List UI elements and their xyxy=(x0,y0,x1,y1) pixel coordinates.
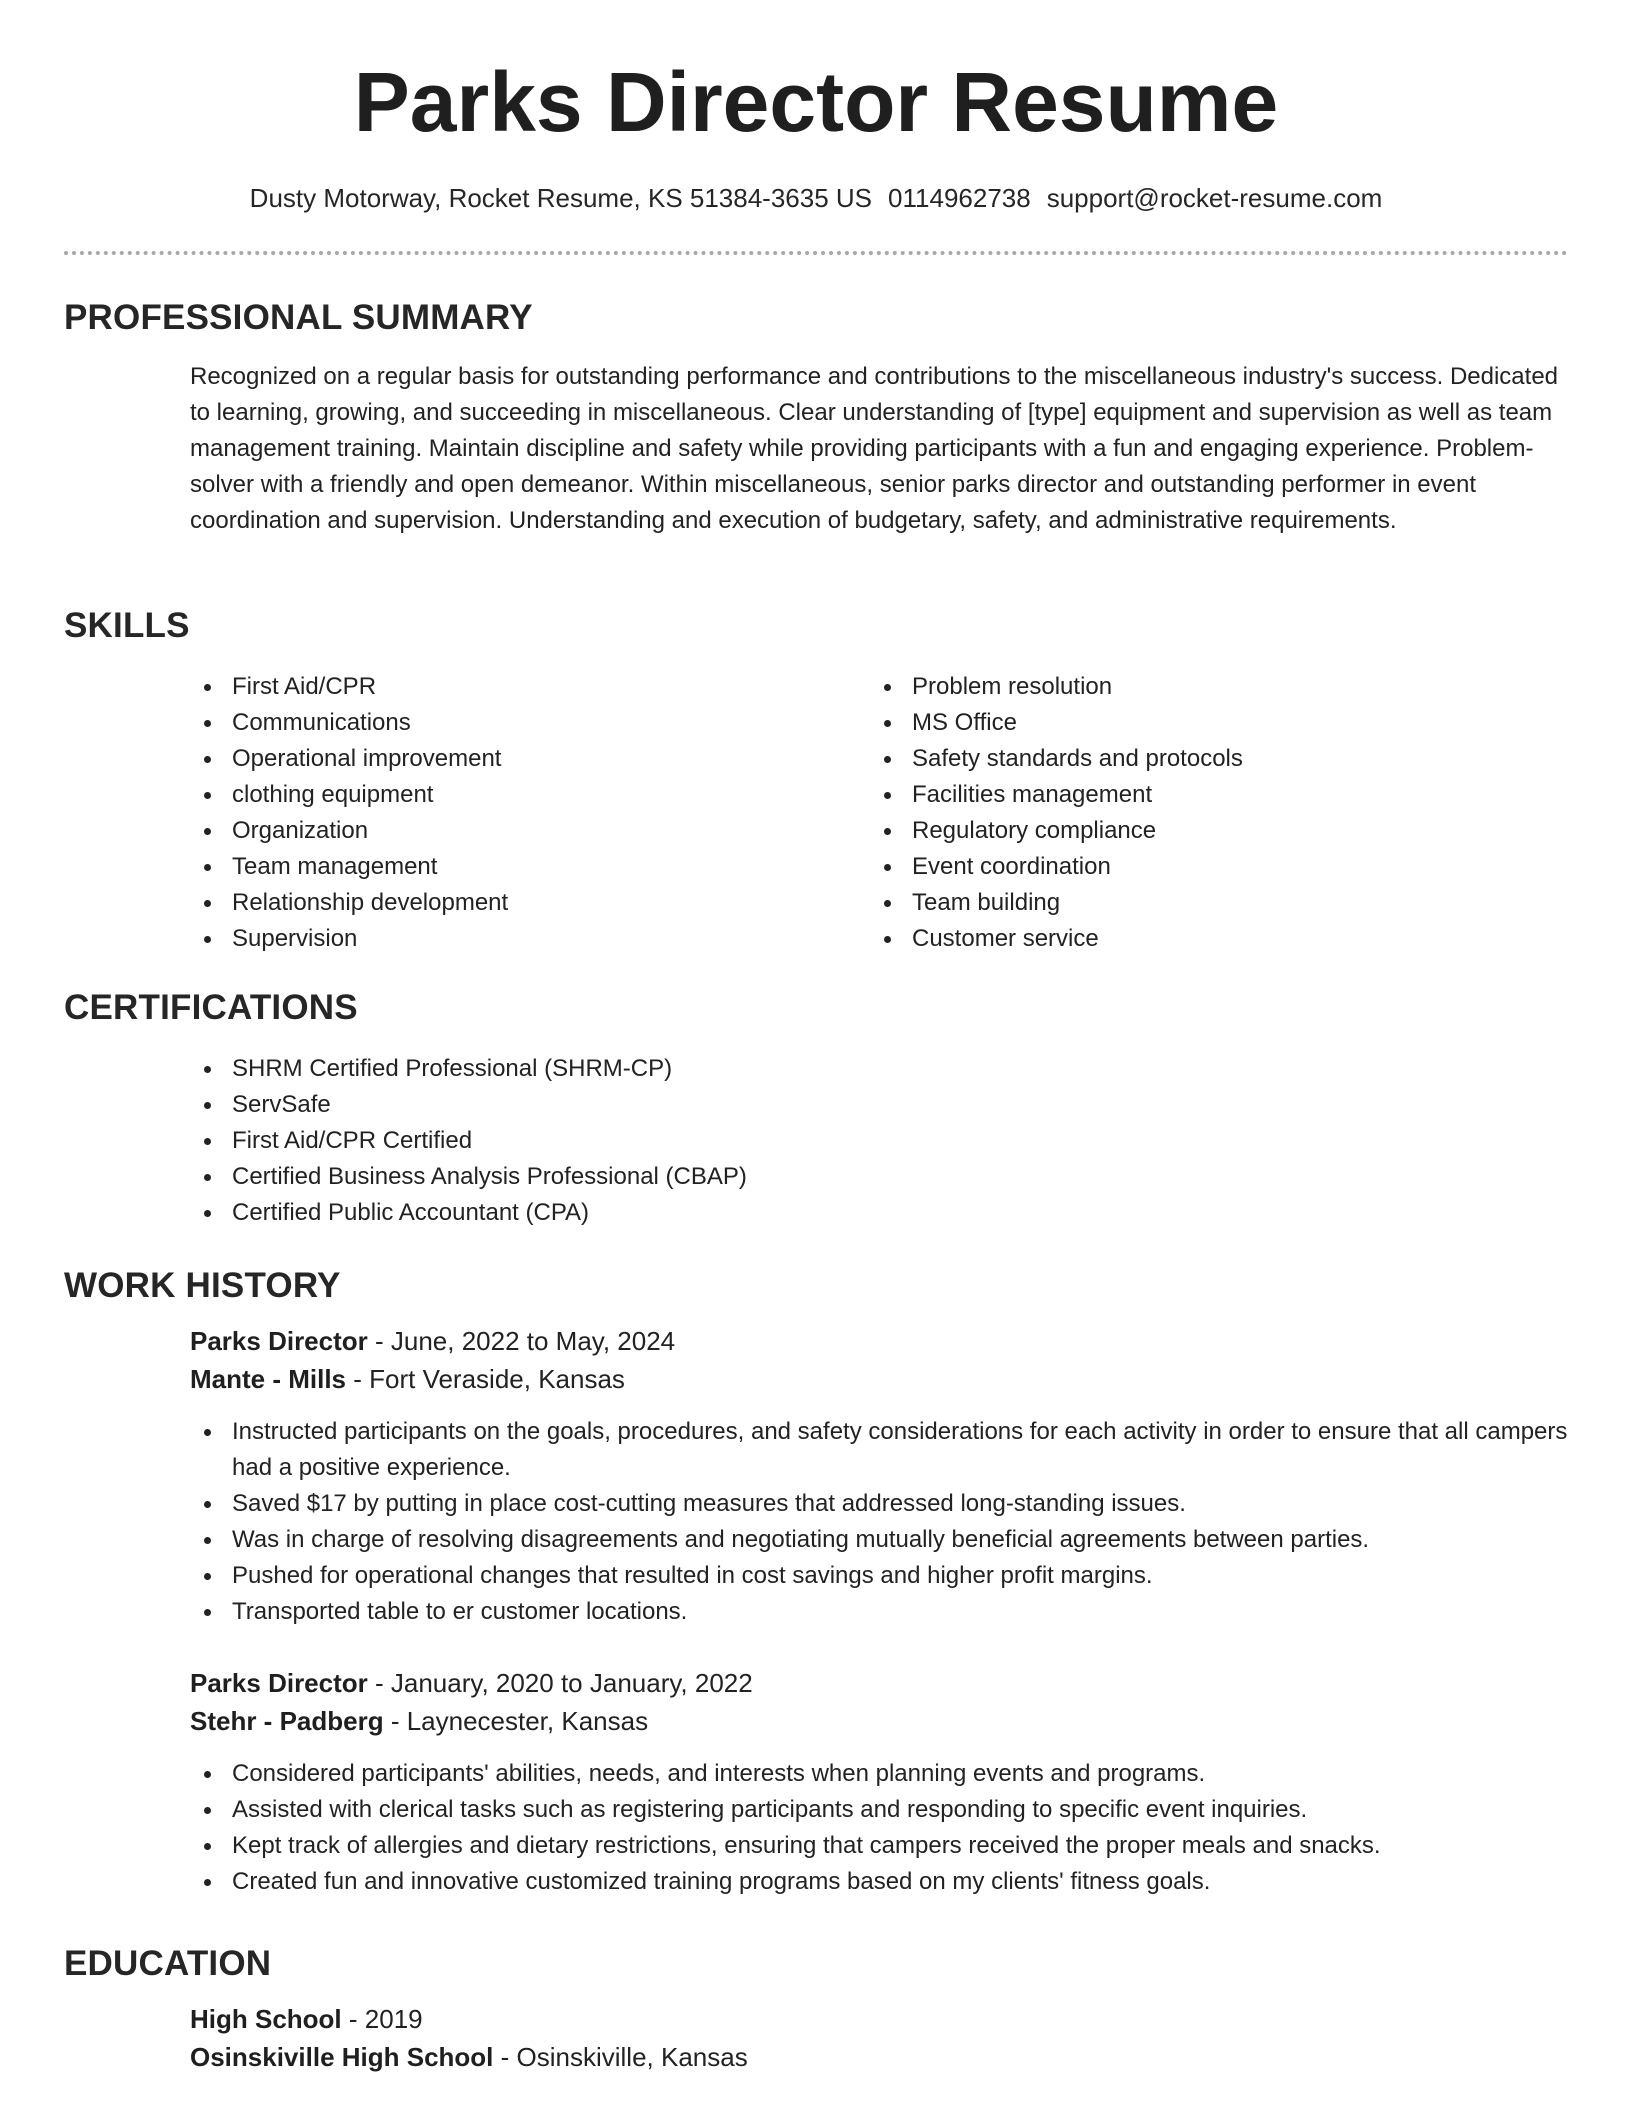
skill-item: Customer service xyxy=(870,921,1510,957)
certification-item: SHRM Certified Professional (SHRM-CP) xyxy=(190,1051,1490,1087)
job-bullet: Instructed participants on the goals, procedures, and safety considerations for each activity in order to ensure that all campers had a positive experience. xyxy=(190,1414,1568,1486)
job-company-line xyxy=(190,1702,1568,1740)
skill-item: First Aid/CPR xyxy=(190,669,830,705)
job-company: Stehr - Padberg xyxy=(190,1706,384,1736)
summary-text: Recognized on a regular basis for outstanding performance and contributions to the miscellaneous industry's success. Dedicated to learning, growing, and succeeding in miscellaneous. Clear understanding of [type] equipment and supervision as well as team management training. Maintain discipline and safety while providing participants with a fun and engaging experience. Problem-solver with a friendly and open demeanor. Within miscellaneous, senior parks director and outstanding performer in event coordination and supervision. Understanding and execution of budgetary, safety, and administrative requirements. xyxy=(190,363,1559,534)
job-entry xyxy=(190,1322,1568,1630)
contact-phone: 0114962738 xyxy=(888,183,1031,213)
job-title-line xyxy=(190,1322,1568,1360)
certification-item: ServSafe xyxy=(190,1087,1490,1123)
job-location: - Fort Veraside, Kansas xyxy=(346,1364,625,1394)
education-entry xyxy=(190,2000,1568,2076)
resume-title: Parks Director Resume xyxy=(353,55,1279,149)
job-dates: - June, 2022 to May, 2024 xyxy=(367,1326,676,1356)
skill-item: Event coordination xyxy=(870,849,1510,885)
skill-item: clothing equipment xyxy=(190,777,830,813)
education-heading: EDUCATION xyxy=(64,1944,272,1983)
education-section xyxy=(64,1942,1568,2072)
contact-email: support@rocket-resume.com xyxy=(1046,183,1383,213)
job-bullet: Created fun and innovative customized training programs based on my clients' fitness goals. xyxy=(190,1864,1568,1900)
skills-list-left xyxy=(190,669,830,957)
education-location: - Osinskiville, Kansas xyxy=(493,2042,748,2072)
job-company: Mante - Mills xyxy=(190,1364,347,1394)
skills-list-right xyxy=(870,669,1510,957)
certification-item: First Aid/CPR Certified xyxy=(190,1123,1490,1159)
job-bullet: Kept track of allergies and dietary restrictions, ensuring that campers received the proper meals and snacks. xyxy=(190,1828,1568,1864)
skill-item: Team management xyxy=(190,849,830,885)
skill-item: Regulatory compliance xyxy=(870,813,1510,849)
job-entry xyxy=(190,1664,1568,1900)
job-bullet: Saved $17 by putting in place cost-cutting measures that addressed long-standing issues. xyxy=(190,1486,1568,1522)
job-title: Parks Director xyxy=(190,1326,368,1356)
skill-item: Organization xyxy=(190,813,830,849)
job-location: - Laynecester, Kansas xyxy=(383,1706,649,1736)
job-bullets xyxy=(190,1756,1568,1900)
contact-address: Dusty Motorway, Rocket Resume, KS 51384-3635 US xyxy=(249,183,873,213)
skill-item: Problem resolution xyxy=(870,669,1510,705)
skill-item: MS Office xyxy=(870,705,1510,741)
skill-item: Facilities management xyxy=(870,777,1510,813)
certifications-heading: CERTIFICATIONS xyxy=(64,988,358,1027)
education-year: - 2019 xyxy=(341,2004,423,2034)
work-history-section xyxy=(64,1264,1568,1895)
certifications-list xyxy=(190,1051,1490,1231)
skill-item: Operational improvement xyxy=(190,741,830,777)
certifications-section xyxy=(64,986,1568,1226)
header-divider xyxy=(64,251,1568,255)
skill-item: Relationship development xyxy=(190,885,830,921)
job-company-line xyxy=(190,1360,1568,1398)
education-school-line xyxy=(190,2038,1568,2076)
job-dates: - January, 2020 to January, 2022 xyxy=(367,1668,753,1698)
job-bullet: Pushed for operational changes that resulted in cost savings and higher profit margins. xyxy=(190,1558,1568,1594)
summary-section xyxy=(64,296,1568,534)
contact-line xyxy=(0,180,1632,216)
skill-item: Communications xyxy=(190,705,830,741)
job-bullet: Considered participants' abilities, needs, and interests when planning events and programs. xyxy=(190,1756,1568,1792)
job-bullet: Assisted with clerical tasks such as registering participants and responding to specific event inquiries. xyxy=(190,1792,1568,1828)
education-degree-line xyxy=(190,2000,1568,2038)
job-bullets xyxy=(190,1414,1568,1630)
job-title: Parks Director xyxy=(190,1668,368,1698)
skills-heading: SKILLS xyxy=(64,606,190,645)
skill-item: Team building xyxy=(870,885,1510,921)
certification-item: Certified Public Accountant (CPA) xyxy=(190,1195,1490,1231)
skill-item: Safety standards and protocols xyxy=(870,741,1510,777)
education-school: Osinskiville High School xyxy=(190,2042,494,2072)
work-history-heading: WORK HISTORY xyxy=(64,1266,341,1305)
certification-item: Certified Business Analysis Professional (CBAP) xyxy=(190,1159,1490,1195)
job-title-line xyxy=(190,1664,1568,1702)
skill-item: Supervision xyxy=(190,921,830,957)
education-degree: High School xyxy=(190,2004,342,2034)
skills-section xyxy=(64,604,1568,952)
job-bullet: Was in charge of resolving disagreements and negotiating mutually beneficial agreements between parties. xyxy=(190,1522,1568,1558)
job-bullet: Transported table to er customer locations. xyxy=(190,1594,1568,1630)
summary-heading: PROFESSIONAL SUMMARY xyxy=(64,298,533,337)
